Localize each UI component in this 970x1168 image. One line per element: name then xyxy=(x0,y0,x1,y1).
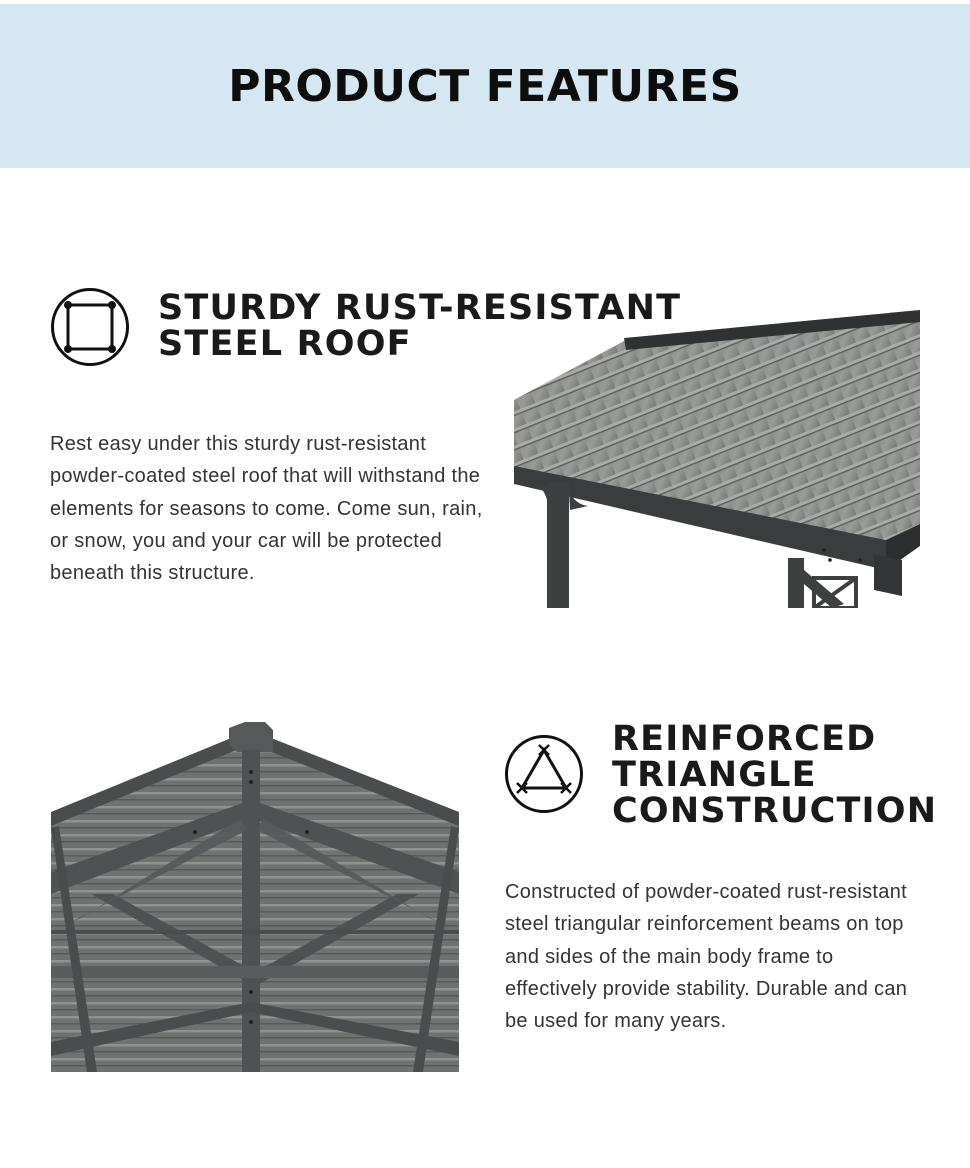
header-banner xyxy=(0,4,970,168)
triangle-truss-underside-image xyxy=(51,722,459,1072)
feature-title-triangle-construction xyxy=(612,721,937,829)
feature-title-line: STEEL ROOF xyxy=(158,324,412,364)
feature-description-steel-roof: Rest easy under this sturdy rust-resistant powder-coated steel roof that will withstand the elements for seasons to come. Come sun, rain, or snow, you and your car will be protected beneath this structure. xyxy=(50,433,483,585)
page-title: PRODUCT FEATURES xyxy=(228,60,742,112)
carport-steel-roof-image xyxy=(514,308,920,608)
square-frame-icon xyxy=(50,287,130,367)
triangle-frame-icon xyxy=(504,734,584,814)
feature-description-triangle-construction: Constructed of powder-coated rust-resistant steel triangular reinforcement beams on top and sides of the main body frame to effectively provide stability. Durable and can be used for many years. xyxy=(505,881,908,1033)
feature-title-line: REINFORCED xyxy=(612,719,877,759)
feature-title-line: CONSTRUCTION xyxy=(612,791,938,831)
feature-title-line: TRIANGLE xyxy=(612,755,817,795)
feature-title-line: STURDY RUST-RESISTANT xyxy=(158,288,682,328)
